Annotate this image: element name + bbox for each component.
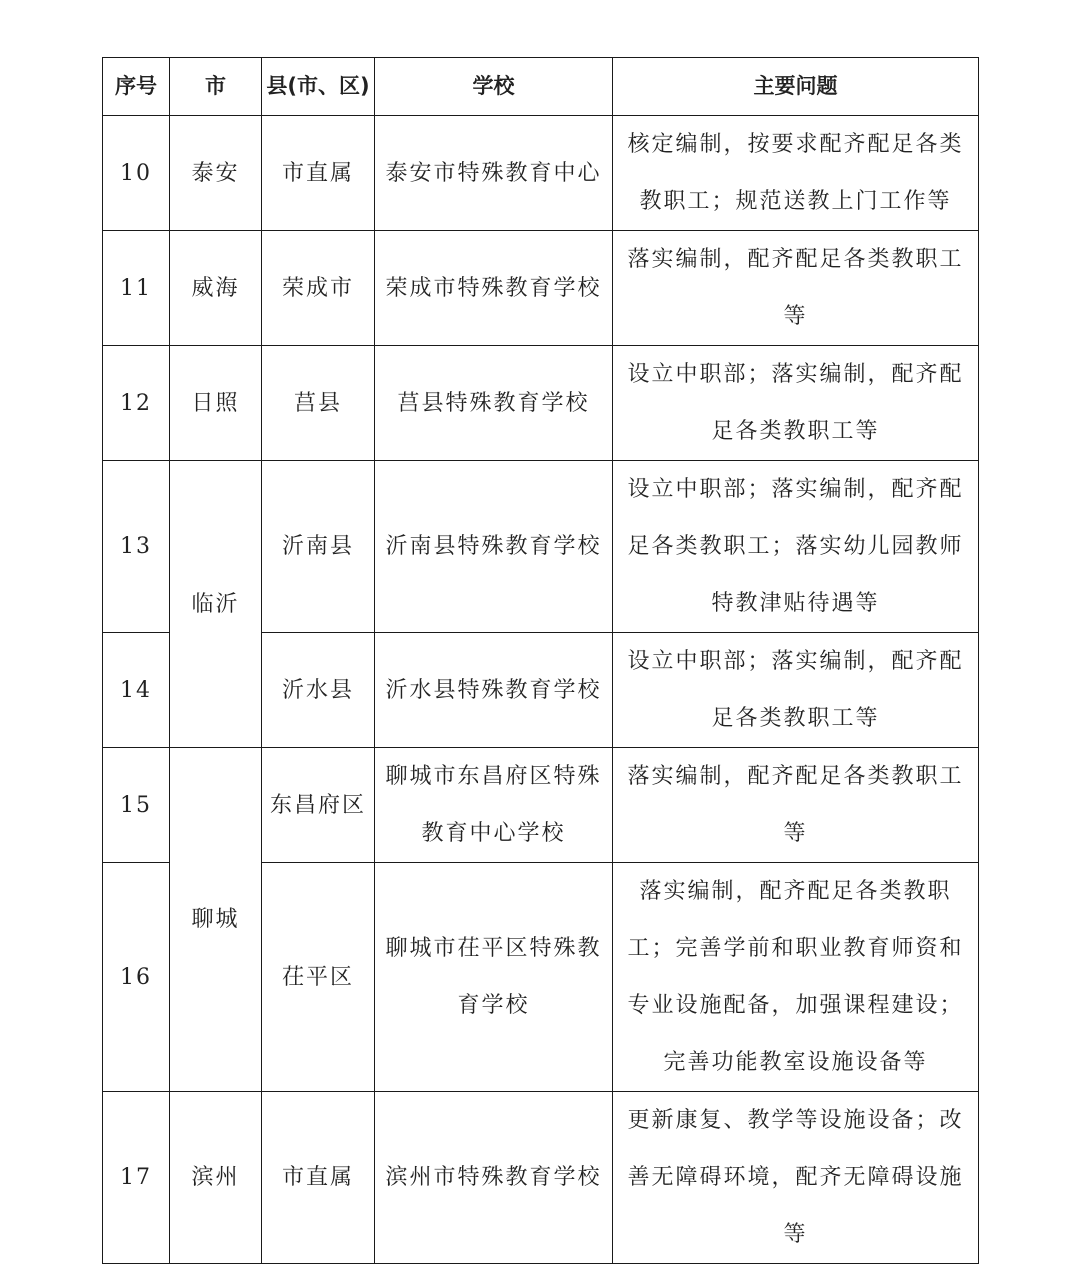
issue-cell: 设立中职部；落实编制，配齐配足各类教职工等 — [613, 346, 979, 461]
school-cell: 沂南县特殊教育学校 — [375, 461, 613, 633]
table-row — [103, 346, 979, 461]
seq-cell: 14 — [103, 633, 170, 748]
issue-cell: 设立中职部；落实编制，配齐配足各类教职工；落实幼儿园教师特教津贴待遇等 — [613, 461, 979, 633]
seq-cell: 13 — [103, 461, 170, 633]
table-row — [103, 748, 979, 863]
header-city: 市 — [170, 58, 262, 116]
school-cell: 聊城市茌平区特殊教育学校 — [375, 863, 613, 1092]
issue-cell: 核定编制，按要求配齐配足各类教职工；规范送教上门工作等 — [613, 116, 979, 231]
city-cell: 日照 — [170, 346, 262, 461]
school-cell: 滨州市特殊教育学校 — [375, 1092, 613, 1264]
school-cell: 泰安市特殊教育中心 — [375, 116, 613, 231]
table-row — [103, 116, 979, 231]
county-cell: 市直属 — [262, 116, 375, 231]
county-cell: 莒县 — [262, 346, 375, 461]
table-row — [103, 461, 979, 633]
seq-cell: 16 — [103, 863, 170, 1092]
county-cell: 荣成市 — [262, 231, 375, 346]
city-cell: 泰安 — [170, 116, 262, 231]
header-school: 学校 — [375, 58, 613, 116]
seq-cell: 10 — [103, 116, 170, 231]
issue-cell: 落实编制，配齐配足各类教职工等 — [613, 231, 979, 346]
issue-cell: 设立中职部；落实编制，配齐配足各类教职工等 — [613, 633, 979, 748]
seq-cell: 15 — [103, 748, 170, 863]
city-cell: 聊城 — [170, 748, 262, 1092]
city-cell: 威海 — [170, 231, 262, 346]
county-cell: 市直属 — [262, 1092, 375, 1264]
school-cell: 聊城市东昌府区特殊教育中心学校 — [375, 748, 613, 863]
county-cell: 沂南县 — [262, 461, 375, 633]
city-cell: 临沂 — [170, 461, 262, 748]
special-education-table — [102, 57, 979, 1264]
issue-cell: 落实编制，配齐配足各类教职工；完善学前和职业教育师资和专业设施配备，加强课程建设；完善功能教室设施设备等 — [613, 863, 979, 1092]
county-cell: 茌平区 — [262, 863, 375, 1092]
seq-cell: 17 — [103, 1092, 170, 1264]
table-row — [103, 1092, 979, 1264]
school-cell: 沂水县特殊教育学校 — [375, 633, 613, 748]
header-seq: 序号 — [103, 58, 170, 116]
issue-cell: 更新康复、教学等设施设备；改善无障碍环境，配齐无障碍设施等 — [613, 1092, 979, 1264]
issue-cell: 落实编制，配齐配足各类教职工等 — [613, 748, 979, 863]
seq-cell: 11 — [103, 231, 170, 346]
county-cell: 东昌府区 — [262, 748, 375, 863]
header-issue: 主要问题 — [613, 58, 979, 116]
table-row — [103, 231, 979, 346]
header-row — [103, 58, 979, 116]
seq-cell: 12 — [103, 346, 170, 461]
school-cell: 莒县特殊教育学校 — [375, 346, 613, 461]
county-cell: 沂水县 — [262, 633, 375, 748]
city-cell: 滨州 — [170, 1092, 262, 1264]
header-county: 县(市、区) — [262, 58, 375, 116]
school-cell: 荣成市特殊教育学校 — [375, 231, 613, 346]
